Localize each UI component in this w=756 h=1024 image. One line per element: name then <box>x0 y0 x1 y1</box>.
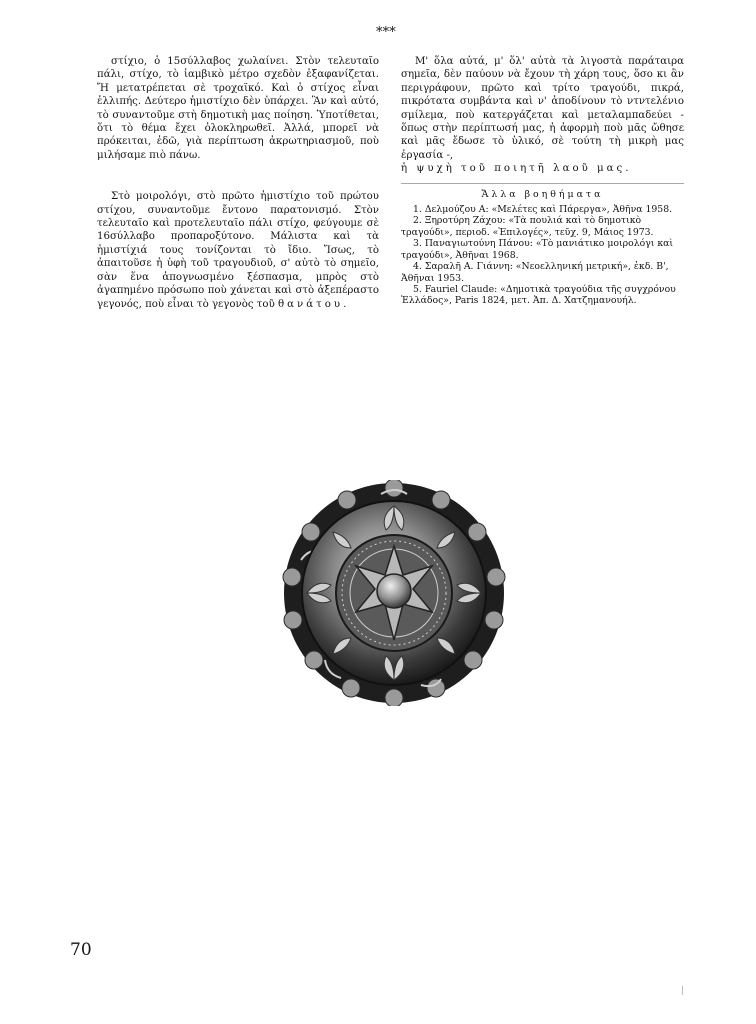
medallion-center-boss <box>377 574 411 608</box>
left-paragraph-1: στίχιο, ὁ 15σύλλαβος χωλαίνει. Στὸν τελευταῖο πάλι, στίχο, τὸ ἰαμβικὸ μέτρο σχεδὸν ἐξαφανίζεται. Ἤ μετατρέπεται σὲ τροχαϊκό. Καὶ ὁ στίχος εἶναι ἐλλιπής. Δεύτερο ἡμιστίχιο δὲν ὑπάρχει. Ἂν καὶ αὐτό, τὸ συναντοῦμε στὴ δημοτικὴ μας ποίηση. Ὑποτίθεται, ὅτι τὸ θέμα ἔχει ὁλοκληρωθεῖ. Ἀλλά, μπορεῖ νὰ πρόκειται, ἐδῶ, γιὰ περίπτωση ἀκρωτηριασμοῦ, ποὺ μιλήσαμε πιὸ πάνω. <box>97 56 379 161</box>
left-paragraph-2-emphasis: θανάτου. <box>278 298 350 310</box>
left-column <box>97 55 379 311</box>
right-paragraph-1-emphasis: ἡ ψυχὴ τοῦ ποιητῆ λαοῦ μας. <box>401 163 632 175</box>
page-number: 70 <box>70 940 92 960</box>
reference-item: 4. Σαραλῆ Α. Γιάννη: «Νεοελληνική μετρική», ἐκδ. Β', Ἀθῆναι 1953. <box>401 261 669 284</box>
references-list <box>401 204 684 307</box>
reference-item: 3. Παναγιωτούνη Πάνου: «Τὸ μανιάτικο μοιρολόγι καὶ τραγούδι», Ἀθῆναι 1968. <box>401 238 674 261</box>
section-divider <box>401 183 684 184</box>
reference-item: 2. Ξηροτύρη Ζάχου: «Τὰ πουλιά καὶ τὸ δημοτικὸ τραγούδι», περιοδ. «Ἐπιλογές», τεῦχ. 9, Μάιος 1973. <box>401 215 654 238</box>
left-paragraph-2-text: Στὸ μοιρολόγι, στὸ πρῶτο ἡμιστίχιο τοῦ πρώτου στίχου, συναντοῦμε ἔντονο παρατονισμό. Στὸν τελευταῖο καὶ προτελευταῖο πάλι στίχο, φεύγουμε σὲ 16σύλλαβο προπαροξύτονο. Μάλιστα καὶ τὰ ἡμιστίχιά τους τονίζονται τὸ ἴδιο. Ἴσως, τὸ ἀπαιτοῦσε ἡ ὑφὴ τοῦ τραγουδιοῦ, σ' αὐτὸ τὸ σημεῖο, σὰν ἕνα ἀπογνωσμένο ξέσπασμα, μπρὸς στὸ ἀγαπημένο πρόσωπο ποὺ χάνεται καὶ στὸ ἀξεπέραστο γεγονός, ποὺ εἶναι τὸ γεγονὸς τοῦ <box>97 191 379 310</box>
right-paragraph-1-text: Μ' ὅλα αὐτά, μ' ὅλ' αὐτὰ τὰ λιγοστὰ παράταιρα σημεῖα, δὲν παύουν νὰ ἔχουν τὴ χάρη τους, ὅσο κι ἂν περιγράφουν, πρῶτο καὶ τρίτο τραγούδι, πικρά, πικρότατα συμβάντα καὶ ν' ἀποδίνουν τὸ ντντελένιο σμίλεμα, ποὺ κατεργάζεται καὶ μεταλαμπαδεύει - ὅπως στὴν περίπτωσή μας, ἡ ἀφορμὴ ποὺ μᾶς ὤθησε καὶ μᾶς ἔδωσε τὸ ὑλικό, σὲ τούτη τὴ μικρὴ μας ἐργασία -, <box>401 56 684 161</box>
scan-mark <box>682 986 683 995</box>
medallion-image <box>281 480 507 706</box>
left-paragraph-2 <box>97 190 379 311</box>
reference-item: 1. Δελμούζου Α: «Μελέτες καὶ Πάρεργα», Ἀθῆνα 1958. <box>413 204 673 216</box>
reference-item: 5. Fauriel Claude: «Δημοτικὰ τραγούδια τῆς συγχρόνου Ἑλλάδος», Paris 1824, μετ. Ἀπ. Δ. Χατζημανουήλ. <box>401 283 676 307</box>
right-column <box>401 55 684 307</box>
section-ornament: * * * <box>376 25 394 40</box>
right-paragraph-1 <box>401 55 684 176</box>
references-title: Ἄλλα βοηθήματα <box>481 188 604 200</box>
